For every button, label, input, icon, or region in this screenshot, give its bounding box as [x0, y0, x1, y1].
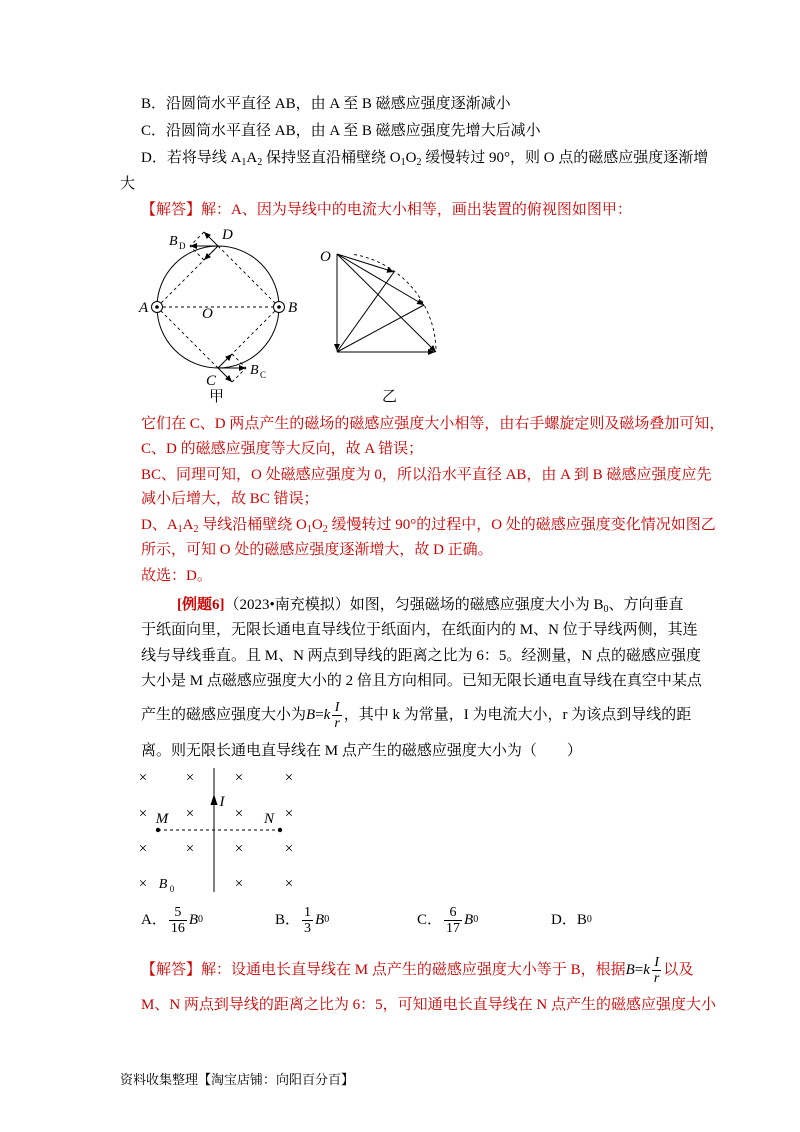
- label-field-bc-subscript: C: [260, 370, 267, 380]
- field-into-page-cross-icon: ×: [138, 876, 148, 892]
- dashed-line-ca: [157, 307, 218, 368]
- label-field-b0: B: [158, 877, 168, 892]
- figure-caption-yi: 乙: [382, 389, 398, 405]
- resultant-field-arrow: [337, 254, 424, 305]
- figure-caption-jia: 甲: [209, 389, 225, 405]
- field-into-page-cross-icon: ×: [284, 841, 294, 857]
- fraction-i-over-r: [652, 955, 661, 986]
- formula-equals: =: [634, 962, 644, 978]
- subscript: 0: [603, 604, 609, 615]
- answer-2-part: 以及: [663, 962, 694, 978]
- option-a: A． $\frac{5}{16}$ B 0: [141, 904, 204, 936]
- current-direction-arrow-icon: [211, 794, 218, 805]
- option-fraction: [444, 905, 462, 936]
- label-current: I: [219, 794, 225, 810]
- field-into-page-cross-icon: ×: [234, 841, 244, 857]
- label-a: A: [139, 300, 149, 316]
- wire-b-out-of-page-icon: [274, 302, 285, 313]
- dashed-arc: [354, 255, 436, 353]
- option-c: C． $\frac{6}{17}$ B 0: [417, 904, 479, 936]
- option-d-part: A: [246, 150, 258, 166]
- wire-a-center-dot: [155, 305, 159, 309]
- figure-yi: [320, 249, 436, 405]
- answer-1-line: 减小后增大，故 BC 错误；: [141, 491, 319, 507]
- answer-1-line: C、D 的磁感应强度等大反向，故 A 错误；: [141, 441, 424, 457]
- answer-1-line-part: D、A: [141, 517, 178, 533]
- fraction-denominator: 16: [170, 920, 185, 936]
- dashed-line-db: [218, 246, 279, 307]
- answer-2-part: 【解答】解：设通电长直导线在 M 点产生的磁感应强度大小等于 B，根据: [141, 962, 626, 978]
- parallelogram-line: [232, 368, 246, 382]
- point-m-dot: [156, 828, 160, 832]
- answer-1-line: BC、同理可知，O 处磁感应强度为 0，所以沿水平直径 AB，由 A 到 B 磁感应强度应先: [141, 467, 712, 483]
- example-6-part: 产生的磁感应强度大小为: [141, 707, 307, 723]
- example-6-part: 、方向垂直: [608, 597, 684, 613]
- option-d: D． B 0: [551, 903, 592, 937]
- field-into-page-cross-icon: ×: [185, 770, 195, 786]
- answer-1-choice: 故选：D。: [141, 568, 212, 584]
- option-letter: D．: [551, 912, 577, 928]
- option-fraction: [169, 905, 187, 936]
- fraction-numerator: 5: [174, 904, 182, 920]
- field-component-arrow: [204, 232, 218, 246]
- formula-b: B: [625, 962, 635, 978]
- formula-k: k: [643, 962, 650, 978]
- field-component-arrow: [204, 246, 218, 260]
- example-6-part: ，其中 k 为常量，I 为电流大小，r 为该点到导线的距: [343, 707, 692, 723]
- option-b-text: B．沿圆筒水平直径 AB，由 A 至 B 磁感应强度逐渐减小: [141, 96, 511, 112]
- label-m: M: [155, 811, 169, 827]
- answer-1-line-part: 导线沿桶壁绕 O: [198, 517, 307, 533]
- field-into-page-cross-icon: ×: [138, 806, 148, 822]
- answer-1-line-part: 缓慢转过 90°的过程中，O 处的磁感应强度变化情况如图乙: [327, 517, 716, 533]
- fraction-numerator: I: [334, 700, 340, 716]
- answer-1-intro: 【解答】解：A、因为导线中的电流大小相等，画出装置的俯视图如图甲：: [141, 202, 632, 218]
- option-d-part: O: [405, 150, 417, 166]
- fraction-denominator: 17: [446, 920, 461, 936]
- label-o: O: [320, 249, 331, 265]
- fraction-numerator: 1: [304, 904, 312, 920]
- subscript: 2: [257, 157, 263, 168]
- example-6-line: 于纸面向里，无限长通电直导线位于纸面内，在纸面内的 M、N 位于导线两侧，其连: [141, 622, 698, 638]
- field-into-page-cross-icon: ×: [234, 876, 244, 892]
- subscript: 1: [177, 524, 183, 535]
- option-b: B． $\frac{1}{3}$ B 0: [275, 904, 330, 936]
- option-d-text: [141, 148, 708, 168]
- field-into-page-cross-icon: ×: [284, 876, 294, 892]
- example-6-line: 线与导线垂直。且 M、N 两点到导线的距离之比为 6：5。经测量，N 点的磁感应强度: [141, 648, 702, 664]
- formula-k: k: [323, 707, 331, 723]
- example-6-line: 大小是 M 点磁感应强度大小的 2 倍且方向相同。已知无限长通电直导线在真空中某点: [141, 673, 702, 689]
- wire-a-out-of-page-icon: [152, 302, 163, 313]
- example-6-line: 离。则无限长通电直导线在 M 点产生的磁感应强度大小为（ ）: [141, 743, 582, 759]
- resultant-field-arrow: [337, 254, 394, 272]
- figure-jia: [138, 227, 297, 405]
- field-into-page-cross-icon: ×: [185, 806, 195, 822]
- label-b: B: [288, 300, 298, 316]
- field-into-page-cross-icon: ×: [234, 806, 244, 822]
- label-o: O: [202, 306, 213, 322]
- option-letter: B．: [275, 912, 301, 928]
- formula-equals: =: [315, 707, 324, 723]
- fraction-denominator: 3: [304, 920, 312, 936]
- answer-1-line: [141, 515, 716, 535]
- field-component-arrow: [218, 368, 232, 382]
- field-into-page-cross-icon: ×: [234, 770, 244, 786]
- rotated-field-line: [337, 272, 394, 352]
- label-n: N: [263, 811, 275, 827]
- field-into-page-cross-icon: ×: [284, 770, 294, 786]
- fraction-denominator: r: [653, 971, 660, 987]
- subscript: 2: [416, 157, 422, 168]
- option-variable: B: [464, 912, 474, 928]
- example-6-part: （2023•南充模拟）如图，匀强磁场的磁感应强度大小为 B: [224, 597, 604, 613]
- label-field-bd: B: [169, 234, 178, 249]
- option-variable: B: [315, 912, 325, 928]
- fraction-numerator: I: [654, 955, 659, 971]
- option-fraction: [302, 905, 313, 936]
- field-into-page-cross-icon: ×: [284, 806, 294, 822]
- option-letter: C．: [417, 912, 443, 928]
- option-variable: B: [188, 912, 199, 928]
- parallelogram-line: [190, 232, 204, 246]
- option-d-part: 保持竖直沿桶壁绕 O: [262, 150, 401, 166]
- field-component-arrow: [218, 354, 232, 368]
- field-into-page-cross-icon: ×: [138, 770, 148, 786]
- fraction-denominator: r: [334, 716, 340, 732]
- parallelogram-line: [232, 354, 246, 368]
- answer-2-line: M、N 两点到导线的距离之比为 6：5，可知通电长直导线在 N 点产生的磁感应强度大小: [141, 997, 717, 1013]
- option-c-text: C．沿圆筒水平直径 AB，由 A 至 B 磁感应强度先增大后减小: [141, 123, 541, 139]
- option-d-text-continued: 大: [120, 176, 136, 192]
- option-letter: A．: [141, 912, 167, 928]
- fraction-i-over-r: [332, 700, 341, 731]
- field-into-page-cross-icon: ×: [185, 841, 195, 857]
- rotated-field-line: [337, 305, 424, 352]
- subscript: 1: [306, 524, 312, 535]
- answer-2-line: [141, 953, 693, 987]
- subscript: 2: [322, 524, 328, 535]
- label-c: C: [206, 373, 217, 389]
- example-tag: [例题6]: [177, 597, 225, 613]
- label-d: D: [222, 227, 233, 243]
- answer-1-line-part: A: [182, 517, 194, 533]
- formula-b: B: [306, 707, 316, 723]
- answer-1-line-part: O: [311, 517, 323, 533]
- figure-field-wire: [139, 768, 293, 894]
- wire-b-center-dot: [277, 305, 281, 309]
- subscript: 2: [193, 524, 199, 535]
- example-6-line: [177, 595, 684, 615]
- field-into-page-cross-icon: ×: [138, 841, 148, 857]
- label-field-bc: B: [250, 363, 259, 378]
- option-d-part: D．若将导线 A: [141, 150, 242, 166]
- page-footer: 资料收集整理【淘宝店铺：向阳百分百】: [120, 1072, 355, 1087]
- subscript: 1: [241, 157, 247, 168]
- parallelogram-line: [190, 246, 204, 260]
- cylinder-outline: [157, 246, 279, 368]
- subscript: 1: [400, 157, 406, 168]
- point-n-dot: [278, 828, 282, 832]
- example-6-line: [141, 698, 691, 732]
- answer-1-line: 所示，可知 O 处的磁感应强度逐渐增大，故 D 正确。: [141, 542, 493, 558]
- fraction-numerator: 6: [449, 904, 457, 920]
- label-field-b0-subscript: 0: [169, 884, 175, 894]
- option-variable: B: [576, 912, 587, 928]
- dashed-line-ad: [157, 246, 218, 307]
- label-field-bd-subscript: D: [179, 241, 186, 251]
- option-d-part: 缓慢转过 90°，则 O 点的磁感应强度逐渐增: [421, 150, 709, 166]
- resultant-field-arrow: [337, 254, 436, 352]
- answer-1-line: 它们在 C、D 两点产生的磁场的磁感应强度大小相等，由右手螺旋定则及磁场叠加可知，: [141, 416, 725, 432]
- dashed-line-bc: [218, 307, 279, 368]
